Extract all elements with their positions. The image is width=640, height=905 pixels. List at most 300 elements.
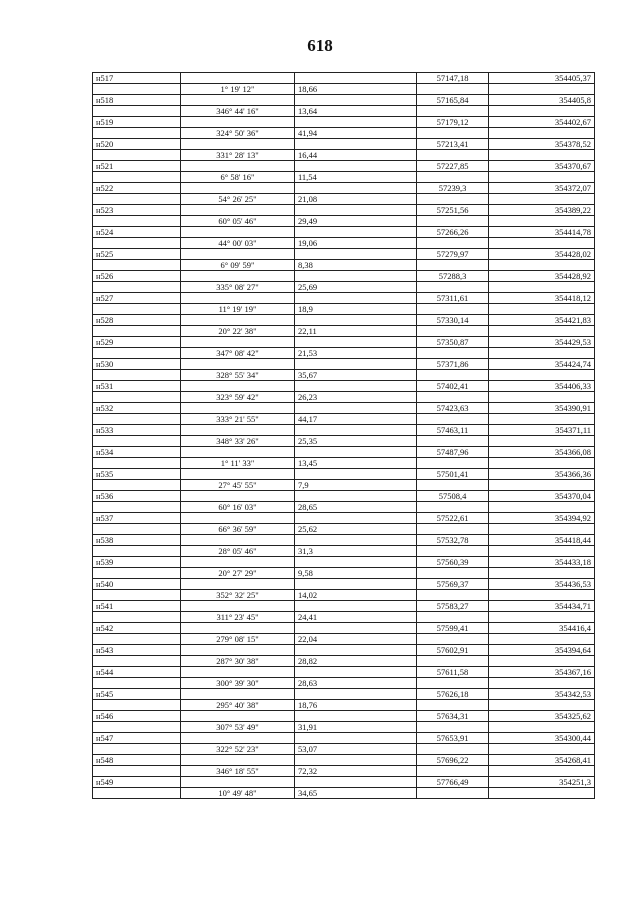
point-name: н540 <box>93 579 181 590</box>
direction-angle: 352° 32' 25" <box>181 590 295 601</box>
segment-distance: 28,65 <box>295 502 417 513</box>
point-row <box>93 557 595 568</box>
segment-distance: 21,08 <box>295 194 417 205</box>
empty-cell <box>181 271 295 282</box>
empty-cell <box>181 667 295 678</box>
coordinate-x: 57583,27 <box>417 601 489 612</box>
segment-row <box>93 700 595 711</box>
empty-cell <box>417 172 489 183</box>
empty-cell <box>181 381 295 392</box>
empty-cell <box>417 766 489 777</box>
empty-cell <box>295 557 417 568</box>
empty-cell <box>181 447 295 458</box>
point-name: н520 <box>93 139 181 150</box>
empty-cell <box>181 623 295 634</box>
segment-row <box>93 458 595 469</box>
empty-cell <box>181 579 295 590</box>
direction-angle: 54° 26' 25" <box>181 194 295 205</box>
point-name: н524 <box>93 227 181 238</box>
direction-angle: 328° 55' 34" <box>181 370 295 381</box>
empty-cell <box>181 183 295 194</box>
segment-distance: 31,91 <box>295 722 417 733</box>
point-row <box>93 711 595 722</box>
empty-cell <box>295 777 417 788</box>
empty-cell <box>93 282 181 293</box>
coordinate-x: 57626,18 <box>417 689 489 700</box>
segment-distance: 21,53 <box>295 348 417 359</box>
coordinate-x: 57266,26 <box>417 227 489 238</box>
empty-cell <box>417 348 489 359</box>
empty-cell <box>93 678 181 689</box>
point-row <box>93 117 595 128</box>
segment-row <box>93 172 595 183</box>
empty-cell <box>295 381 417 392</box>
empty-cell <box>181 249 295 260</box>
direction-angle: 324° 50' 36" <box>181 128 295 139</box>
coordinate-x: 57508,4 <box>417 491 489 502</box>
segment-distance: 44,17 <box>295 414 417 425</box>
coordinate-y: 354402,67 <box>489 117 595 128</box>
point-row <box>93 381 595 392</box>
empty-cell <box>417 744 489 755</box>
empty-cell <box>93 348 181 359</box>
empty-cell <box>417 216 489 227</box>
empty-cell <box>181 161 295 172</box>
segment-row <box>93 436 595 447</box>
segment-row <box>93 238 595 249</box>
direction-angle: 323° 59' 42" <box>181 392 295 403</box>
empty-cell <box>489 612 595 623</box>
empty-cell <box>295 623 417 634</box>
point-row <box>93 667 595 678</box>
empty-cell <box>295 469 417 480</box>
coordinate-y: 354405,8 <box>489 95 595 106</box>
empty-cell <box>417 634 489 645</box>
empty-cell <box>181 403 295 414</box>
empty-cell <box>295 579 417 590</box>
empty-cell <box>489 480 595 491</box>
coordinate-y: 354414,78 <box>489 227 595 238</box>
empty-cell <box>181 557 295 568</box>
direction-angle: 11° 19' 19" <box>181 304 295 315</box>
empty-cell <box>93 546 181 557</box>
empty-cell <box>295 271 417 282</box>
empty-cell <box>181 425 295 436</box>
empty-cell <box>417 700 489 711</box>
empty-cell <box>295 117 417 128</box>
empty-cell <box>295 293 417 304</box>
coordinate-x: 57602,91 <box>417 645 489 656</box>
empty-cell <box>93 744 181 755</box>
coordinate-y: 354416,4 <box>489 623 595 634</box>
empty-cell <box>417 260 489 271</box>
coordinate-y: 354390,91 <box>489 403 595 414</box>
coordinate-y: 354418,44 <box>489 535 595 546</box>
point-row <box>93 139 595 150</box>
segment-distance: 18,66 <box>295 84 417 95</box>
coordinate-x: 57487,96 <box>417 447 489 458</box>
empty-cell <box>489 788 595 799</box>
direction-angle: 27° 45' 55" <box>181 480 295 491</box>
segment-row <box>93 766 595 777</box>
coordinates-table <box>92 72 595 799</box>
segment-row <box>93 524 595 535</box>
segment-row <box>93 370 595 381</box>
point-row <box>93 755 595 766</box>
coordinate-y: 354342,53 <box>489 689 595 700</box>
coordinate-y: 354371,11 <box>489 425 595 436</box>
point-row <box>93 579 595 590</box>
segment-distance: 18,9 <box>295 304 417 315</box>
empty-cell <box>417 678 489 689</box>
point-row <box>93 491 595 502</box>
empty-cell <box>417 568 489 579</box>
direction-angle: 10° 49' 48" <box>181 788 295 799</box>
empty-cell <box>295 161 417 172</box>
point-name: н538 <box>93 535 181 546</box>
empty-cell <box>489 634 595 645</box>
coordinate-x: 57279,97 <box>417 249 489 260</box>
point-row <box>93 623 595 634</box>
segment-distance: 16,44 <box>295 150 417 161</box>
coordinate-x: 57227,85 <box>417 161 489 172</box>
empty-cell <box>489 414 595 425</box>
coordinate-x: 57532,78 <box>417 535 489 546</box>
point-name: н545 <box>93 689 181 700</box>
empty-cell <box>417 612 489 623</box>
point-name: н523 <box>93 205 181 216</box>
empty-cell <box>93 194 181 205</box>
empty-cell <box>93 326 181 337</box>
direction-angle: 333° 21' 55" <box>181 414 295 425</box>
empty-cell <box>181 601 295 612</box>
coordinate-x: 57522,61 <box>417 513 489 524</box>
direction-angle: 66° 36' 59" <box>181 524 295 535</box>
segment-distance: 25,69 <box>295 282 417 293</box>
coordinate-y: 354300,44 <box>489 733 595 744</box>
point-name: н532 <box>93 403 181 414</box>
segment-row <box>93 304 595 315</box>
point-row <box>93 271 595 282</box>
direction-angle: 60° 16' 03" <box>181 502 295 513</box>
direction-angle: 20° 22' 38" <box>181 326 295 337</box>
point-name: н543 <box>93 645 181 656</box>
empty-cell <box>93 84 181 95</box>
empty-cell <box>489 436 595 447</box>
empty-cell <box>181 535 295 546</box>
segment-row <box>93 656 595 667</box>
direction-angle: 346° 18' 55" <box>181 766 295 777</box>
coordinate-y: 354389,22 <box>489 205 595 216</box>
segment-row <box>93 502 595 513</box>
coordinate-y: 354429,53 <box>489 337 595 348</box>
empty-cell <box>93 788 181 799</box>
empty-cell <box>489 326 595 337</box>
segment-row <box>93 216 595 227</box>
segment-row <box>93 480 595 491</box>
empty-cell <box>489 524 595 535</box>
point-name: н527 <box>93 293 181 304</box>
segment-row <box>93 788 595 799</box>
point-name: н528 <box>93 315 181 326</box>
segment-distance: 22,11 <box>295 326 417 337</box>
coordinate-y: 354325,62 <box>489 711 595 722</box>
point-row <box>93 403 595 414</box>
direction-angle: 346° 44' 16" <box>181 106 295 117</box>
coordinate-x: 57165,84 <box>417 95 489 106</box>
point-name: н547 <box>93 733 181 744</box>
point-name: н521 <box>93 161 181 172</box>
point-row <box>93 95 595 106</box>
point-name: н546 <box>93 711 181 722</box>
empty-cell <box>295 601 417 612</box>
empty-cell <box>295 183 417 194</box>
segment-row <box>93 326 595 337</box>
empty-cell <box>417 150 489 161</box>
segment-row <box>93 568 595 579</box>
empty-cell <box>417 502 489 513</box>
segment-distance: 24,41 <box>295 612 417 623</box>
empty-cell <box>93 502 181 513</box>
empty-cell <box>181 777 295 788</box>
segment-distance: 35,67 <box>295 370 417 381</box>
direction-angle: 307° 53' 49" <box>181 722 295 733</box>
empty-cell <box>489 568 595 579</box>
coordinate-x: 57560,39 <box>417 557 489 568</box>
empty-cell <box>93 150 181 161</box>
empty-cell <box>417 304 489 315</box>
direction-angle: 300° 39' 30" <box>181 678 295 689</box>
coordinate-y: 354378,52 <box>489 139 595 150</box>
direction-angle: 20° 27' 29" <box>181 568 295 579</box>
point-row <box>93 447 595 458</box>
point-row <box>93 183 595 194</box>
empty-cell <box>93 590 181 601</box>
coordinate-y: 354428,02 <box>489 249 595 260</box>
coordinate-x: 57330,14 <box>417 315 489 326</box>
empty-cell <box>295 733 417 744</box>
point-row <box>93 689 595 700</box>
direction-angle: 1° 11' 33" <box>181 458 295 469</box>
segment-distance: 72,32 <box>295 766 417 777</box>
direction-angle: 28° 05' 46" <box>181 546 295 557</box>
segment-distance: 13,45 <box>295 458 417 469</box>
empty-cell <box>489 172 595 183</box>
empty-cell <box>181 205 295 216</box>
empty-cell <box>489 678 595 689</box>
empty-cell <box>489 370 595 381</box>
point-row <box>93 249 595 260</box>
coordinate-y: 354436,53 <box>489 579 595 590</box>
empty-cell <box>93 414 181 425</box>
coordinate-x: 57147,18 <box>417 73 489 84</box>
empty-cell <box>295 95 417 106</box>
empty-cell <box>489 744 595 755</box>
empty-cell <box>489 700 595 711</box>
empty-cell <box>93 128 181 139</box>
segment-distance: 31,3 <box>295 546 417 557</box>
empty-cell <box>181 139 295 150</box>
empty-cell <box>295 667 417 678</box>
segment-row <box>93 282 595 293</box>
coordinate-x: 57239,3 <box>417 183 489 194</box>
empty-cell <box>489 282 595 293</box>
empty-cell <box>295 711 417 722</box>
direction-angle: 44° 00' 03" <box>181 238 295 249</box>
segment-distance: 13,64 <box>295 106 417 117</box>
empty-cell <box>295 227 417 238</box>
empty-cell <box>93 700 181 711</box>
point-name: н518 <box>93 95 181 106</box>
empty-cell <box>181 359 295 370</box>
empty-cell <box>181 491 295 502</box>
segment-distance: 9,58 <box>295 568 417 579</box>
empty-cell <box>93 106 181 117</box>
point-row <box>93 733 595 744</box>
empty-cell <box>489 722 595 733</box>
empty-cell <box>93 634 181 645</box>
segment-distance: 29,49 <box>295 216 417 227</box>
empty-cell <box>417 238 489 249</box>
coordinate-x: 57311,61 <box>417 293 489 304</box>
direction-angle: 60° 05' 46" <box>181 216 295 227</box>
empty-cell <box>489 106 595 117</box>
segment-row <box>93 678 595 689</box>
coordinate-y: 354433,18 <box>489 557 595 568</box>
coordinate-x: 57402,41 <box>417 381 489 392</box>
empty-cell <box>489 216 595 227</box>
coordinate-y: 354251,3 <box>489 777 595 788</box>
segment-row <box>93 84 595 95</box>
coordinate-y: 354366,08 <box>489 447 595 458</box>
point-row <box>93 359 595 370</box>
empty-cell <box>295 73 417 84</box>
empty-cell <box>181 73 295 84</box>
point-name: н519 <box>93 117 181 128</box>
point-name: н536 <box>93 491 181 502</box>
empty-cell <box>417 194 489 205</box>
point-row <box>93 315 595 326</box>
point-row <box>93 513 595 524</box>
direction-angle: 311° 23' 45" <box>181 612 295 623</box>
empty-cell <box>93 260 181 271</box>
empty-cell <box>489 546 595 557</box>
segment-row <box>93 546 595 557</box>
point-row <box>93 161 595 172</box>
segment-row <box>93 612 595 623</box>
empty-cell <box>93 436 181 447</box>
empty-cell <box>489 502 595 513</box>
direction-angle: 295° 40' 38" <box>181 700 295 711</box>
coordinate-x: 57251,56 <box>417 205 489 216</box>
direction-angle: 6° 58' 16" <box>181 172 295 183</box>
point-name: н529 <box>93 337 181 348</box>
empty-cell <box>489 590 595 601</box>
point-name: н542 <box>93 623 181 634</box>
point-name: н549 <box>93 777 181 788</box>
empty-cell <box>181 645 295 656</box>
empty-cell <box>489 766 595 777</box>
empty-cell <box>295 425 417 436</box>
empty-cell <box>417 524 489 535</box>
empty-cell <box>93 612 181 623</box>
segment-distance: 8,38 <box>295 260 417 271</box>
empty-cell <box>489 458 595 469</box>
coordinate-x: 57766,49 <box>417 777 489 788</box>
empty-cell <box>417 458 489 469</box>
coordinate-y: 354434,71 <box>489 601 595 612</box>
empty-cell <box>417 84 489 95</box>
empty-cell <box>93 568 181 579</box>
empty-cell <box>489 194 595 205</box>
point-name: н526 <box>93 271 181 282</box>
point-row <box>93 227 595 238</box>
point-name: н544 <box>93 667 181 678</box>
segment-row <box>93 744 595 755</box>
coordinate-x: 57634,31 <box>417 711 489 722</box>
point-name: н525 <box>93 249 181 260</box>
empty-cell <box>417 590 489 601</box>
empty-cell <box>93 524 181 535</box>
point-row <box>93 535 595 546</box>
point-row <box>93 601 595 612</box>
empty-cell <box>489 260 595 271</box>
point-row <box>93 337 595 348</box>
empty-cell <box>295 249 417 260</box>
point-row <box>93 425 595 436</box>
segment-distance: 25,35 <box>295 436 417 447</box>
empty-cell <box>489 84 595 95</box>
direction-angle: 279° 08' 15" <box>181 634 295 645</box>
empty-cell <box>417 392 489 403</box>
empty-cell <box>181 711 295 722</box>
coordinate-y: 354421,83 <box>489 315 595 326</box>
empty-cell <box>93 216 181 227</box>
segment-row <box>93 106 595 117</box>
segment-row <box>93 150 595 161</box>
empty-cell <box>295 689 417 700</box>
empty-cell <box>295 205 417 216</box>
coordinate-x: 57423,63 <box>417 403 489 414</box>
coordinate-x: 57501,41 <box>417 469 489 480</box>
direction-angle: 287° 30' 38" <box>181 656 295 667</box>
direction-angle: 347° 08' 42" <box>181 348 295 359</box>
empty-cell <box>295 513 417 524</box>
segment-distance: 14,02 <box>295 590 417 601</box>
empty-cell <box>181 117 295 128</box>
coordinate-y: 354268,41 <box>489 755 595 766</box>
point-name: н548 <box>93 755 181 766</box>
point-name: н534 <box>93 447 181 458</box>
empty-cell <box>489 392 595 403</box>
empty-cell <box>181 293 295 304</box>
segment-distance: 53,07 <box>295 744 417 755</box>
point-row <box>93 777 595 788</box>
coordinate-y: 354366,36 <box>489 469 595 480</box>
empty-cell <box>417 128 489 139</box>
empty-cell <box>93 722 181 733</box>
empty-cell <box>417 282 489 293</box>
segment-distance: 25,62 <box>295 524 417 535</box>
point-name: н522 <box>93 183 181 194</box>
empty-cell <box>93 370 181 381</box>
segment-distance: 22,04 <box>295 634 417 645</box>
empty-cell <box>295 337 417 348</box>
empty-cell <box>295 315 417 326</box>
point-row <box>93 205 595 216</box>
coordinate-x: 57213,41 <box>417 139 489 150</box>
segment-row <box>93 634 595 645</box>
